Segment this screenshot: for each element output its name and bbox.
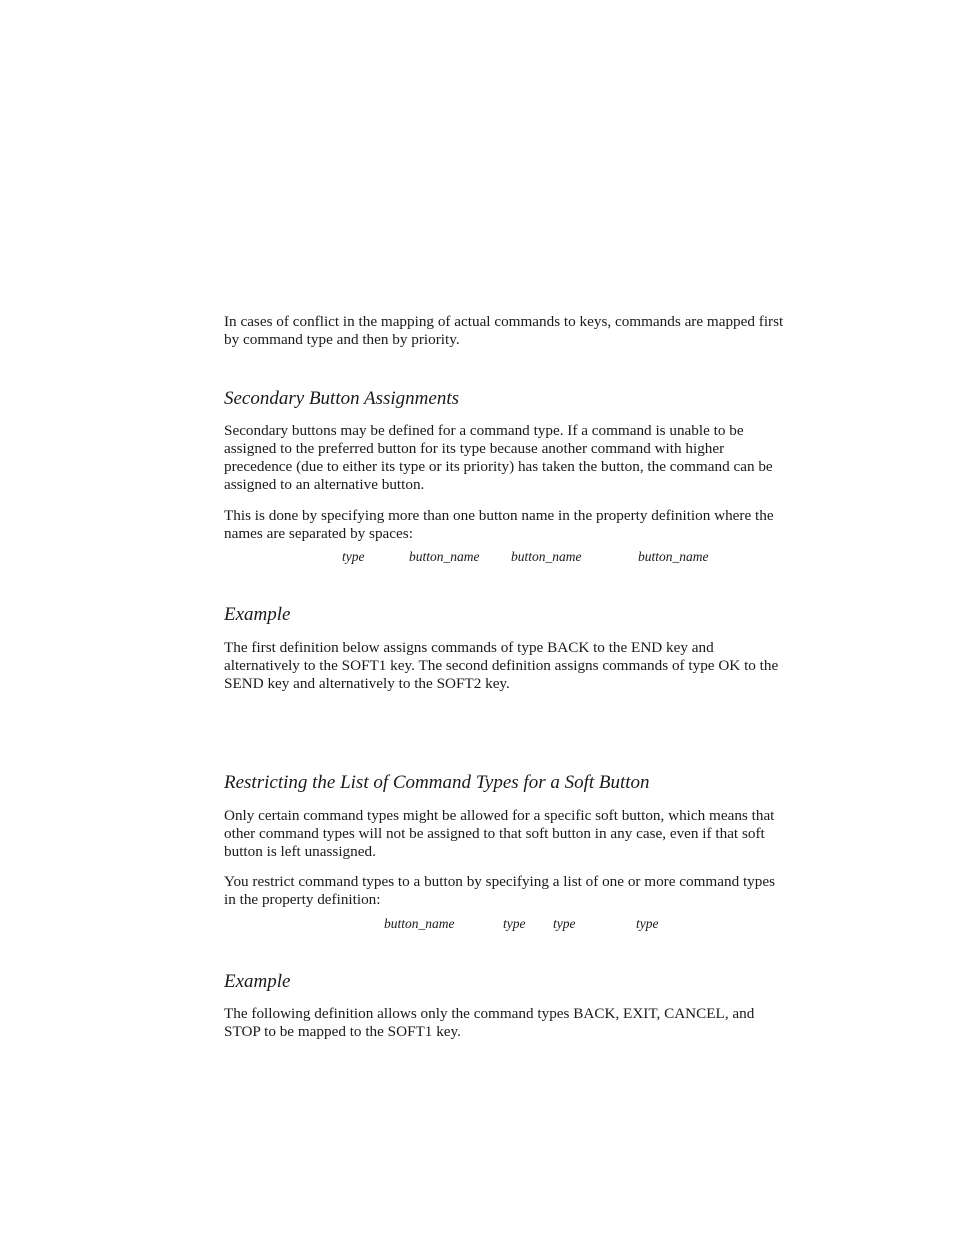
syntax-token-type: type [342, 549, 365, 564]
syntax-token-type: type [503, 916, 526, 931]
restricting-command-types-heading: Restricting the List of Command Types for a Soft Button [224, 772, 650, 793]
secondary-syntax-line [0, 548, 954, 566]
restricting-paragraph-1: Only certain command types might be allowed for a specific soft button, which means that other command types will not be assigned to that soft button in any case, even if that soft button is left unassigned. [224, 807, 775, 860]
restricting-syntax-line [0, 915, 954, 933]
secondary-paragraph-1: Secondary buttons may be defined for a command type. If a command is unable to be assigned to the preferred button for its type because another command with higher precedence (due to either its type or its priority) has taken the button, the command can be assigned to an alternative button. [224, 422, 773, 493]
syntax-token-type: type [553, 916, 576, 931]
syntax-token-button-name: button_name [511, 549, 582, 564]
restricting-paragraph-2: You restrict command types to a button by specifying a list of one or more command types in the property definition: [224, 873, 776, 908]
secondary-paragraph-2: This is done by specifying more than one button name in the property definition where the names are separated by spaces: [224, 507, 774, 542]
syntax-token-type: type [636, 916, 659, 931]
syntax-token-button-name: button_name [638, 549, 709, 564]
intro-paragraph: In cases of conflict in the mapping of actual commands to keys, commands are mapped first by command type and then by priority. [224, 313, 784, 348]
secondary-button-assignments-heading: Secondary Button Assignments [224, 388, 460, 409]
example-heading-1: Example [224, 604, 291, 625]
syntax-token-button-name: button_name [409, 549, 480, 564]
syntax-token-button-name: button_name [384, 916, 455, 931]
example-heading-2: Example [224, 971, 291, 992]
example-paragraph-1: The first definition below assigns commands of type BACK to the END key and alternatively to the SOFT1 key. The second definition assigns commands of type OK to the SEND key and alternatively to the SOFT2 key. [224, 639, 779, 692]
example-paragraph-2: The following definition allows only the command types BACK, EXIT, CANCEL, and STOP to be mapped to the SOFT1 key. [224, 1005, 755, 1040]
